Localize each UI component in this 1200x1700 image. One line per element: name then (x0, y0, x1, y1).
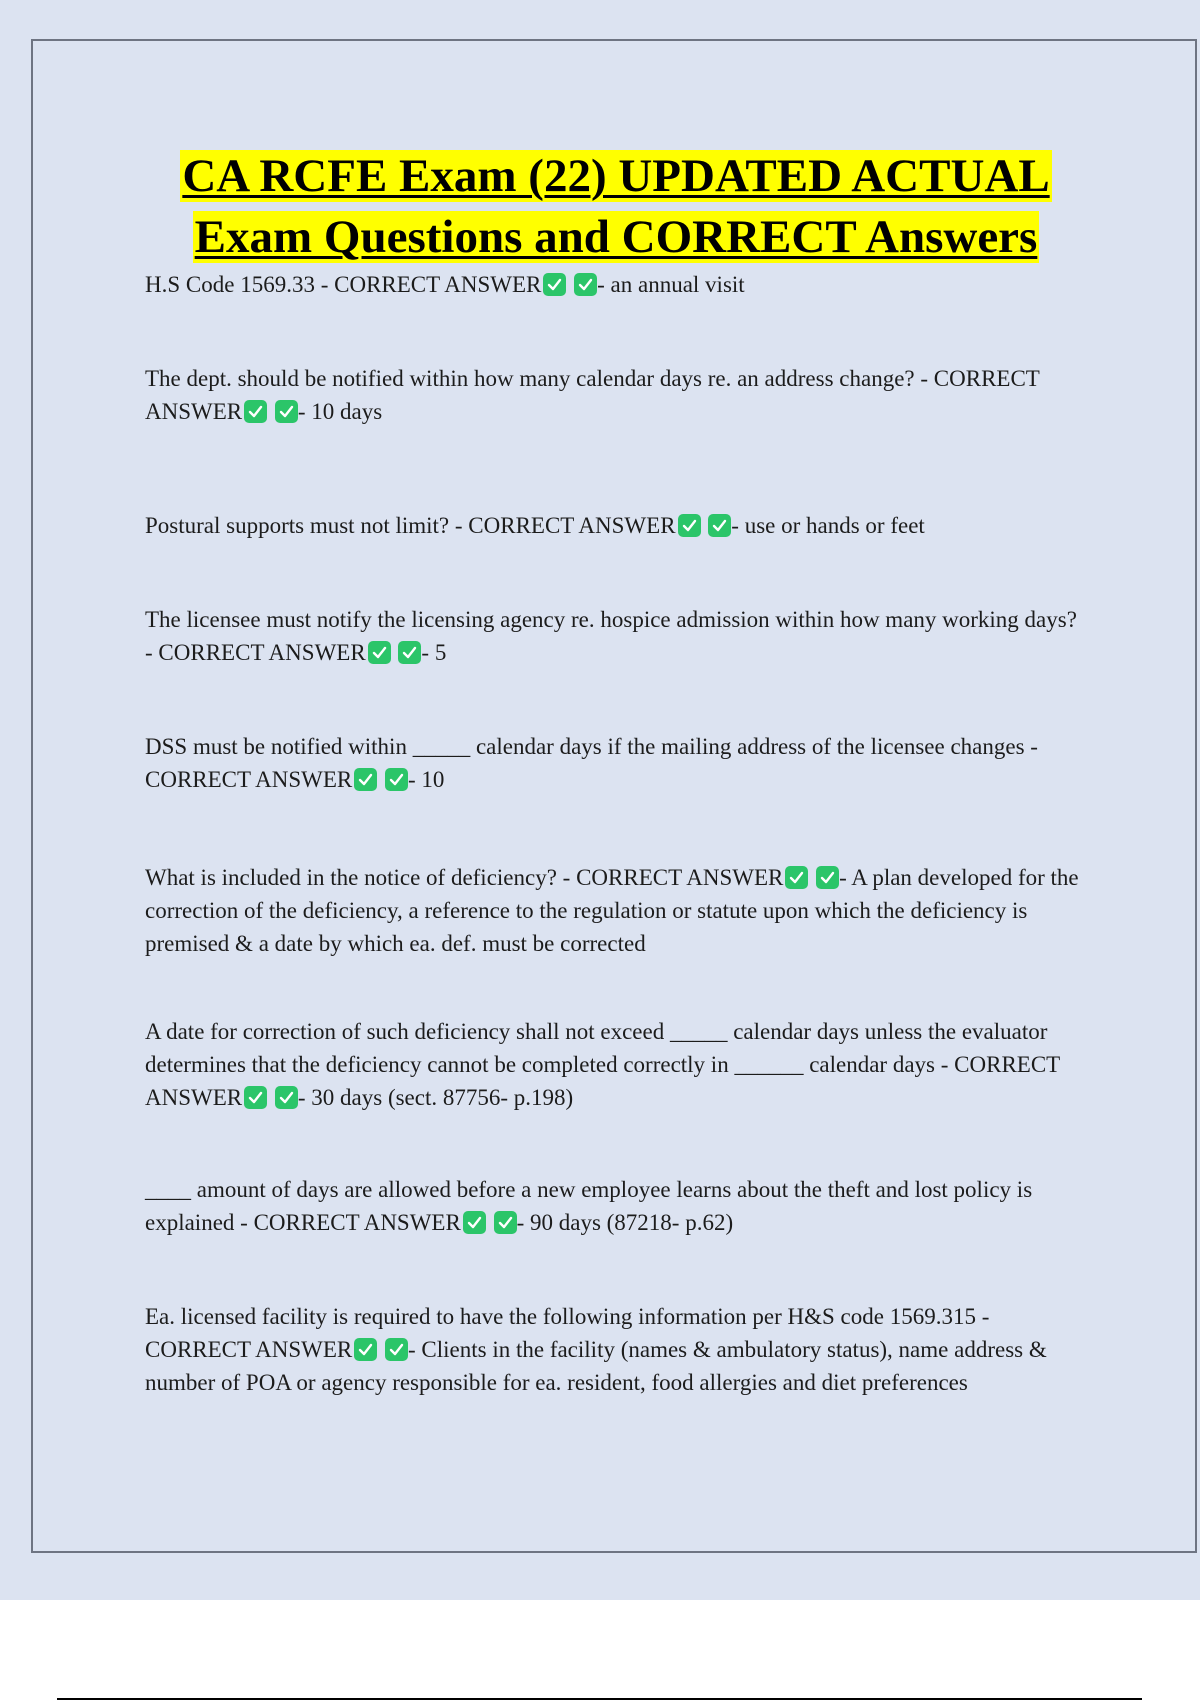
check-box-icon (354, 768, 377, 791)
answer-text: - an annual visit (597, 272, 745, 297)
check-box-icon (354, 1338, 377, 1361)
answer-text: - use or hands or feet (731, 513, 925, 538)
check-box-icon (244, 1086, 267, 1109)
answer-text: - A plan developed for the correction of the deficiency, a reference to the regulation or statute upon which the deficiency is premised & a date by which ea. def. must be corrected (145, 865, 1079, 956)
question-text: ____ amount of days are allowed before a new employee learns about the theft and lost policy is explained - (145, 1177, 1033, 1235)
question-text: Ea. licensed facility is required to have the following information per H&S code 1569.315 - (145, 1304, 990, 1329)
answer-text: - 5 (421, 640, 447, 665)
qa-item-5 (145, 730, 1090, 796)
check-box-icon (244, 400, 267, 423)
answer-marker: CORRECT ANSWER (158, 640, 366, 665)
answer-marker: CORRECT ANSWER (145, 767, 353, 792)
qa-item-7 (145, 1015, 1090, 1114)
answer-text: - 10 days (297, 399, 383, 424)
check-box-icon (463, 1211, 486, 1234)
check-box-icon (785, 866, 808, 889)
question-text: DSS must be notified within _____ calendar days if the mailing address of the licensee changes - (145, 734, 1038, 759)
answer-marker: CORRECT ANSWER (576, 865, 784, 890)
qa-item-4 (145, 603, 1090, 669)
check-box-icon (385, 1338, 408, 1361)
check-box-icon (678, 514, 701, 537)
qa-item-8 (145, 1173, 1090, 1239)
check-box-icon (494, 1211, 517, 1234)
qa-item-1 (145, 268, 1090, 301)
answer-marker: CORRECT ANSWER (468, 513, 676, 538)
question-text: The dept. should be notified within how many calendar days re. an address change? - (145, 366, 934, 391)
question-text: Postural supports must not limit? - (145, 513, 469, 538)
document-title (0, 146, 1200, 268)
answer-text: - 30 days (sect. 87756- p.198) (297, 1085, 574, 1110)
question-text: H.S Code 1569.33 - (145, 272, 335, 297)
title-line-2: Exam Questions and CORRECT Answers (194, 211, 1038, 263)
qa-item-3 (145, 509, 1090, 542)
qa-item-9 (145, 1300, 1090, 1399)
answer-text: - Clients in the facility (names & ambulatory status), name address & number of POA or agency responsible for ea. resident, food allergies and diet preferences (145, 1337, 1047, 1395)
answer-marker: CORRECT ANSWER (334, 272, 542, 297)
qa-item-6 (145, 861, 1090, 960)
answer-marker: CORRECT ANSWER (253, 1210, 461, 1235)
question-text: What is included in the notice of deficiency? - (145, 865, 577, 890)
answer-marker: CORRECT ANSWER (145, 366, 1040, 424)
title-line-1: CA RCFE Exam (22) UPDATED ACTUAL (182, 150, 1050, 202)
answer-text: - 90 days (87218- p.62) (516, 1210, 734, 1235)
check-box-icon (275, 400, 298, 423)
answer-marker: CORRECT ANSWER (145, 1337, 353, 1362)
check-box-icon (385, 768, 408, 791)
check-box-icon (398, 641, 421, 664)
check-box-icon (368, 641, 391, 664)
check-box-icon (574, 273, 597, 296)
question-text: A date for correction of such deficiency shall not exceed _____ calendar days unless the evaluator determines that the deficiency cannot be completed correctly in ______ calendar days - (145, 1019, 1048, 1077)
question-text: The licensee must notify the licensing agency re. hospice admission within how many working days? - (145, 607, 1077, 665)
check-box-icon (543, 273, 566, 296)
check-box-icon (275, 1086, 298, 1109)
check-box-icon (708, 514, 731, 537)
answer-marker: CORRECT ANSWER (145, 1052, 1060, 1110)
check-box-icon (816, 866, 839, 889)
qa-item-2 (145, 362, 1090, 428)
answer-text: - 10 (408, 767, 445, 792)
